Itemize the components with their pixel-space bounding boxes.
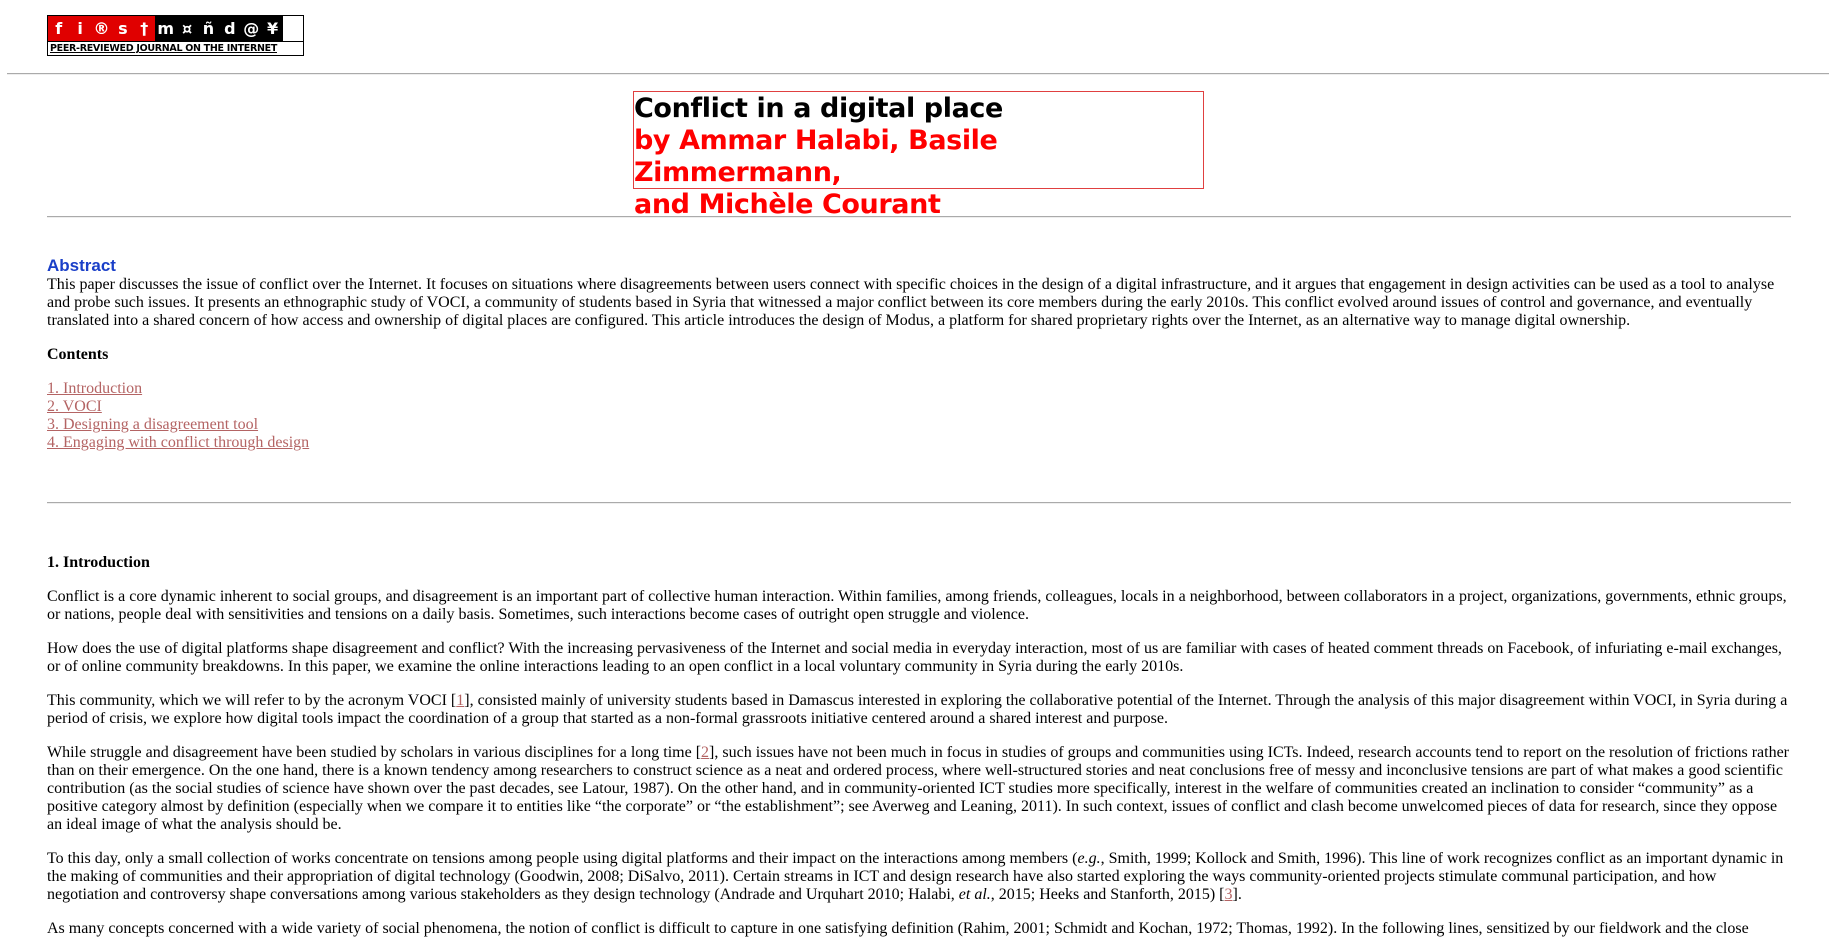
footnote-link-1[interactable]: 1 — [456, 692, 465, 709]
logo-letter: ¥ — [262, 16, 283, 41]
logo-letter: i — [69, 16, 90, 41]
journal-logo[interactable] — [47, 15, 304, 56]
logo-letter: s — [112, 16, 133, 41]
toc-link-engaging-conflict[interactable]: 4. Engaging with conflict through design — [47, 434, 310, 451]
top-divider — [7, 73, 1829, 75]
abstract-text: This paper discusses the issue of conflict over the Internet. It focuses on situations where disagreements between users connect with specific choices in the design of a digital infrastructure, and it argues that engagement in design activities can be used as a tool to analyse and probe such issues. It presents an ethnographic study of VOCI, a community of students based in Syria that witnessed a major conflict between its core members during the early 2010s. This conflict evolved around issues of control and governance, and eventually translated into a shared concern of how access and ownership of digital places are configured. This article introduces the design of Modus, a platform for shared proprietary rights over the Internet, as an alternative way to manage digital ownership. — [47, 276, 1775, 329]
logo-letter: m — [155, 16, 176, 41]
text-run: To this day, only a small collection of works concentrate on tensions among people using digital platforms and their impact on the interactions among members ( — [47, 850, 1078, 867]
text-run: This community, which we will refer to by the acronym VOCI [ — [47, 692, 457, 709]
logo-letters — [48, 16, 303, 41]
toc-link-voci[interactable]: 2. VOCI — [47, 398, 102, 415]
article-authors-line1: by Ammar Halabi, Basile Zimmermann, — [634, 125, 998, 188]
article-title: Conflict in a digital place — [634, 93, 1003, 124]
paragraph — [47, 744, 1792, 834]
logo-letter: ¤ — [176, 16, 197, 41]
text-run: ], consisted mainly of university students based in Damascus interested in exploring the collaborative potential of the Internet. Through the analysis of this major disagreement within VOCI, in Syria during a period of crisis, we explore how digital tools impact the coordination of a group that started as a non-formal grassroots initiative centered around a shared interest and purpose. — [47, 692, 1788, 727]
logo-letter: ® — [91, 16, 112, 41]
italic-text: e.g. — [1077, 850, 1101, 867]
text-run: ]. — [1232, 886, 1242, 903]
footnote-link-2[interactable]: 2 — [701, 744, 710, 761]
article-title-block — [633, 91, 1204, 220]
logo-tagline: PEER-REVIEWED JOURNAL ON THE INTERNET — [48, 41, 303, 56]
logo-letter: @ — [241, 16, 262, 41]
table-of-contents — [47, 380, 309, 452]
paragraph: Conflict is a core dynamic inherent to social groups, and disagreement is an important part of collective human interaction. Within families, among friends, colleagues, locals in a neighborhood, between collaborators in a project, organizations, governments, ethnic groups, or nations, people deal with sensitivities and tensions on a daily basis. Sometimes, such interactions become cases of outright open struggle and violence. — [47, 588, 1787, 623]
logo-letter: f — [48, 16, 69, 41]
contents-divider — [47, 502, 1791, 504]
article-authors-line2: and Michèle Courant — [634, 189, 941, 220]
text-run: , 2015; Heeks and Stanforth, 2015) [ — [990, 886, 1225, 903]
text-run: , Smith, 1999; Kollock and Smith, 1996). This line of work recognizes conflict as an important dynamic in the making of communities and their appropriation of digital technology (Goodwin, 2008; DiSalvo, 2011). Certain streams in ICT and design research have also started exploring the ways community-oriented projects stimulate communal participation, and how negotiation and controversy shape conversations among various stakeholders as they design technology (Andrade and Urquhart 2010; Halabi, — [47, 850, 1784, 903]
logo-letter: † — [134, 16, 155, 41]
paragraph: How does the use of digital platforms shape disagreement and conflict? With the increasing pervasiveness of the Internet and social media in everyday interaction, most of us are familiar with cases of heated comment threads on Facebook, of infuriating e-mail exchanges, or of online community breakdowns. In this paper, we examine the online interactions leading to an open conflict in a local voluntary community in Syria during the early 2010s. — [47, 640, 1782, 675]
logo-letter: ñ — [198, 16, 219, 41]
footnote-link-3[interactable]: 3 — [1224, 886, 1233, 903]
paragraph — [47, 692, 1792, 728]
title-divider — [47, 216, 1791, 218]
text-run: ], such issues have not been much in focus in studies of groups and communities using ICTs. Indeed, research accounts tend to report on the resolution of frictions rather than on their emergence. On the one hand, there is a known tendency among researchers to construct science as a neat and ordered process, where well-structured stories and neat conclusions free of messy and inconclusive tensions are part of what makes a good scientific contribution (as the social studies of science have shown over the past decades, see Latour, 1987). On the other hand, and in community-oriented ICT studies more specifically, interest in the welfare of communities created an inclination to consider “community” as a positive category almost by definition (especially when we compare it to entities like “the corporate” or “the establishment”; see Averweg and Leaning, 2011). In such context, issues of conflict and clash become unwelcomed pieces of data for research, since they oppose an ideal image of what the analysis should be. — [47, 744, 1789, 833]
italic-text: et al. — [958, 886, 991, 903]
toc-link-designing-tool[interactable]: 3. Designing a disagreement tool — [47, 416, 259, 433]
contents-heading: Contents — [47, 346, 109, 363]
logo-letter: d — [219, 16, 240, 41]
paragraph — [47, 850, 1792, 904]
paragraph: As many concepts concerned with a wide variety of social phenomena, the notion of conflict is difficult to capture in one satisfying definition (Rahim, 2001; Schmidt and Kochan, 1972; Thomas, 1992). In the following lines, sensitized by our fieldwork and the close — [47, 920, 1749, 937]
abstract-heading: Abstract — [47, 256, 116, 275]
text-run: While struggle and disagreement have been studied by scholars in various disciplines for a long time [ — [47, 744, 702, 761]
section-heading: 1. Introduction — [47, 554, 150, 571]
toc-link-introduction[interactable]: 1. Introduction — [47, 380, 143, 397]
